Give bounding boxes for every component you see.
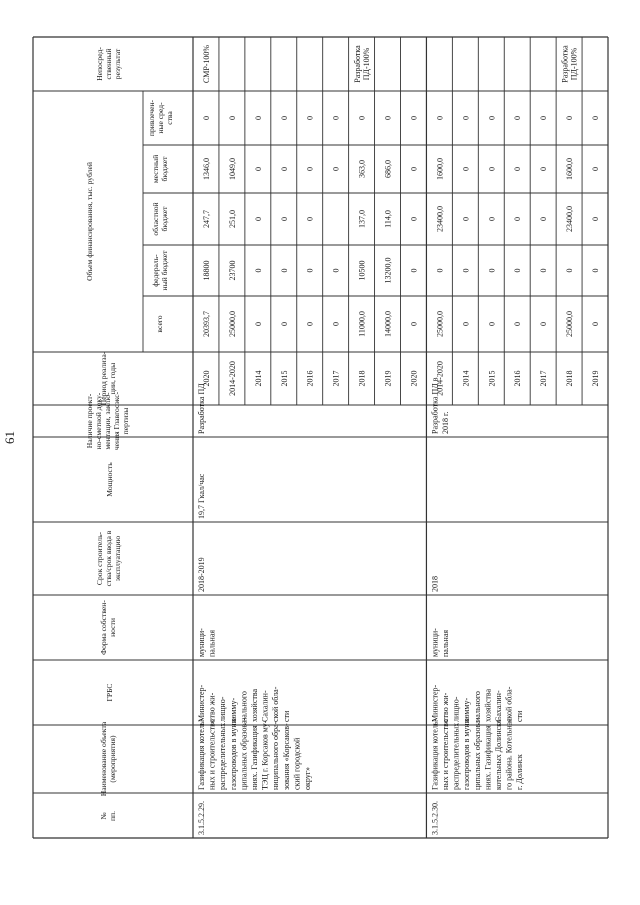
cell-federal: 0 <box>591 268 601 273</box>
cell-regional: 137,0 <box>357 210 367 228</box>
cell-federal: 23700 <box>227 260 237 281</box>
cell-local: 0 <box>461 167 471 171</box>
cell-period: 2016 <box>513 370 523 387</box>
header-docs: чения Главгосэкс- <box>112 391 121 451</box>
cell-period: 2018 <box>357 370 367 387</box>
object-grbs: Министер- <box>430 684 440 722</box>
cell-federal: 0 <box>331 268 341 273</box>
cell-attracted: 0 <box>435 116 445 120</box>
cell-attracted: 0 <box>591 116 601 120</box>
header-docs: но-сметной доку- <box>94 392 103 450</box>
object-number: 3.1.5.2.30. <box>430 801 440 835</box>
cell-local: 363,0 <box>357 160 367 178</box>
header-period: Период реализа- <box>99 351 108 406</box>
header-period: ции, годы <box>108 362 117 395</box>
cell-total: 0 <box>539 322 549 326</box>
header-attracted: привлечен- <box>147 99 156 137</box>
cell-regional: 0 <box>487 217 497 221</box>
object-grbs: нального <box>239 691 249 722</box>
cell-period: 2015 <box>487 370 497 387</box>
object-grbs: хозяйства <box>250 688 259 722</box>
cell-period: 2017 <box>331 370 341 387</box>
object-term: 2018-2019 <box>197 557 206 592</box>
object-docs: 2018 г. <box>441 411 451 434</box>
cell-period: 2019 <box>591 370 601 387</box>
header-local: бюджет <box>160 156 169 182</box>
cell-total: 25000,0 <box>565 311 575 337</box>
object-name: зования «Корсаков- <box>281 723 291 790</box>
object-name: го района. Котельная <box>504 718 514 790</box>
cell-period: 2015 <box>279 370 289 387</box>
cell-attracted: 0 <box>409 116 419 120</box>
cell-period: 2020 <box>201 370 211 387</box>
object-ownership: муници- <box>430 628 440 657</box>
cell-total: 0 <box>305 322 315 326</box>
cell-period: 2018 <box>565 370 575 387</box>
cell-attracted: 0 <box>279 116 289 120</box>
cell-federal: 18800 <box>201 260 211 281</box>
cell-period: 2014-2020 <box>227 361 237 396</box>
cell-attracted: 0 <box>227 116 237 120</box>
header-docs: пертизы <box>121 407 130 435</box>
cell-local: 0 <box>539 167 549 171</box>
object-ownership: муници- <box>197 628 206 657</box>
cell-local: 0 <box>279 167 289 171</box>
cell-total: 0 <box>487 322 497 326</box>
cell-federal: 13200,0 <box>383 257 393 284</box>
cell-local: 0 <box>409 167 419 171</box>
cell-attracted: 0 <box>357 116 367 120</box>
object-name: ципальных образова- <box>239 717 249 790</box>
object-name: ТЭЦ г. Корсаков му- <box>260 720 270 790</box>
cell-result: Разработка <box>353 45 363 83</box>
cell-total: 0 <box>409 322 419 326</box>
object-grbs: лищно- <box>451 696 461 722</box>
cell-period: 2014 <box>253 370 263 387</box>
cell-local: 1346,0 <box>201 158 211 180</box>
object-grbs: ской обла- <box>271 686 281 722</box>
object-grbs: сти <box>281 710 291 722</box>
header-regional: бюджет <box>160 206 169 232</box>
cell-total: 0 <box>461 322 471 326</box>
cell-federal: 0 <box>539 268 549 273</box>
cell-federal: 0 <box>279 268 289 273</box>
cell-local: 0 <box>305 167 315 171</box>
cell-federal: 10500 <box>357 260 367 281</box>
cell-regional: 251,0 <box>227 210 237 228</box>
object-name: распределительных <box>451 722 461 790</box>
cell-period: 2014 <box>461 370 471 387</box>
header-ownership: Форма собствен- <box>99 600 108 655</box>
cell-attracted: 0 <box>513 116 523 120</box>
cell-total: 0 <box>331 322 341 326</box>
cell-regional: 0 <box>305 217 315 221</box>
header-attracted: ства <box>165 111 174 125</box>
cell-federal: 0 <box>487 268 497 273</box>
cell-federal: 0 <box>409 268 419 273</box>
cell-regional: 0 <box>461 217 471 221</box>
header-term: эксплуатацию <box>113 535 122 582</box>
header-num: пп. <box>108 810 117 822</box>
object-ownership: пальная <box>441 629 451 657</box>
cell-local: 0 <box>513 167 523 171</box>
cell-regional: 0 <box>591 217 601 221</box>
object-name: ципальных образова- <box>472 717 482 790</box>
cell-attracted: 0 <box>383 116 393 120</box>
object-name: г. Долинск <box>515 754 525 790</box>
object-grbs: Сахалин- <box>494 690 504 722</box>
object-name: ных и строительство <box>207 719 217 790</box>
object-grbs: хозяйства <box>483 688 493 722</box>
object-name: ниях. Газификация <box>250 725 259 790</box>
object-name: ных и строительство <box>441 719 451 790</box>
header-funding: Объем финансирования, тыс. рублей <box>85 162 94 281</box>
cell-local: 686,0 <box>383 160 393 178</box>
header-total: всего <box>155 315 164 333</box>
header-result: результат <box>113 48 122 80</box>
object-grbs: нального <box>472 691 482 722</box>
cell-regional: 23400,0 <box>565 206 575 232</box>
cell-regional: 0 <box>513 217 523 221</box>
header-term: ства/срок ввода в <box>104 530 113 587</box>
cell-attracted: 0 <box>539 116 549 120</box>
cell-regional: 0 <box>409 217 419 221</box>
object-name: газопроводов в муни- <box>462 716 472 790</box>
header-federal: федераль- <box>151 254 160 287</box>
cell-period: 2016 <box>305 370 315 387</box>
object-term: 2018 <box>430 576 440 592</box>
object-grbs: ской обла- <box>504 686 514 722</box>
object-name: котельных Долинско- <box>494 716 504 790</box>
cell-regional: 23400,0 <box>435 206 445 232</box>
page-number: 61 <box>2 431 17 444</box>
cell-total: 25000,0 <box>227 311 237 337</box>
header-ownership: ности <box>108 618 117 637</box>
header-result: Непосред- <box>95 47 104 81</box>
header-result: ственный <box>104 48 113 80</box>
header-capacity: Мощность <box>105 462 114 497</box>
object-name: ниципального обра- <box>271 721 281 790</box>
cell-local: 0 <box>331 167 341 171</box>
cell-regional: 0 <box>253 217 263 221</box>
cell-attracted: 0 <box>253 116 263 120</box>
object-grbs: комму- <box>462 697 472 722</box>
cell-period: 2020 <box>409 370 419 387</box>
cell-attracted: 0 <box>461 116 471 120</box>
header-federal: ный бюджет <box>160 250 169 291</box>
object-name: округ» <box>303 766 312 790</box>
object-docs: Разработка ПД <box>197 383 206 434</box>
cell-local: 1600,0 <box>565 158 575 180</box>
cell-total: 0 <box>253 322 263 326</box>
cell-period: 2014-2020 <box>435 361 445 396</box>
header-attracted: ные сред- <box>156 102 165 134</box>
cell-attracted: 0 <box>201 116 211 120</box>
cell-regional: 114,0 <box>383 210 393 228</box>
object-grbs: Министер- <box>197 684 206 722</box>
cell-total: 20393,7 <box>201 311 211 337</box>
object-grbs: ство жи- <box>441 692 451 722</box>
header-docs: Наличие проект- <box>85 393 94 449</box>
object-grbs: лищно- <box>218 696 228 722</box>
header-grbs: ГРБС <box>105 683 114 702</box>
object-name: газопроводов в муни- <box>228 716 238 790</box>
object-name: ниях. Газификация <box>483 725 493 790</box>
object-name: Газификация котель- <box>430 718 440 790</box>
header-docs: ментации, заклю- <box>103 392 112 450</box>
object-grbs: Сахалин- <box>260 690 270 722</box>
cell-regional: 0 <box>539 217 549 221</box>
cell-total: 14000,0 <box>383 311 393 337</box>
header-term: Срок строитель- <box>95 531 104 586</box>
header-local: местный <box>151 154 160 184</box>
cell-total: 0 <box>279 322 289 326</box>
cell-period: 2019 <box>383 370 393 387</box>
cell-regional: 247,7 <box>201 210 211 228</box>
object-grbs: комму- <box>228 697 238 722</box>
cell-attracted: 0 <box>487 116 497 120</box>
header-name: (мероприятия) <box>108 735 117 783</box>
object-number: 3.1.5.2.29. <box>197 801 206 835</box>
cell-federal: 0 <box>461 268 471 273</box>
cell-federal: 0 <box>513 268 523 273</box>
cell-federal: 0 <box>565 268 575 273</box>
cell-local: 0 <box>253 167 263 171</box>
object-capacity: 19,7 Гкал/час <box>197 473 206 519</box>
cell-federal: 0 <box>435 268 445 273</box>
cell-attracted: 0 <box>565 116 575 120</box>
object-grbs: ство жи- <box>207 692 217 722</box>
header-regional: областной <box>151 202 160 236</box>
object-name: Газификация котель- <box>197 718 206 790</box>
header-num: № <box>99 812 108 820</box>
cell-result: Разработка <box>560 45 570 83</box>
cell-attracted: 0 <box>331 116 341 120</box>
cell-total: 0 <box>591 322 601 326</box>
object-ownership: пальная <box>207 629 217 657</box>
object-name: распределительных <box>218 722 228 790</box>
cell-total: 11000,0 <box>357 311 367 337</box>
object-name: ский городской <box>292 737 302 790</box>
object-docs: Разработка ПД в <box>430 377 440 434</box>
cell-local: 1600,0 <box>435 158 445 180</box>
cell-federal: 0 <box>305 268 315 273</box>
cell-local: 0 <box>591 167 601 171</box>
cell-local: 0 <box>487 167 497 171</box>
cell-result: ПД-100% <box>362 47 372 81</box>
cell-federal: 0 <box>253 268 263 273</box>
cell-regional: 0 <box>279 217 289 221</box>
cell-total: 25000,0 <box>435 311 445 337</box>
cell-attracted: 0 <box>305 116 315 120</box>
cell-result: СМР-100% <box>201 44 211 84</box>
cell-total: 0 <box>513 322 523 326</box>
cell-local: 1049,0 <box>227 158 237 180</box>
object-grbs: сти <box>515 710 525 722</box>
cell-result: ПД-100% <box>569 47 579 81</box>
header-name: Наименование объекта <box>99 721 108 797</box>
cell-period: 2017 <box>539 370 549 387</box>
